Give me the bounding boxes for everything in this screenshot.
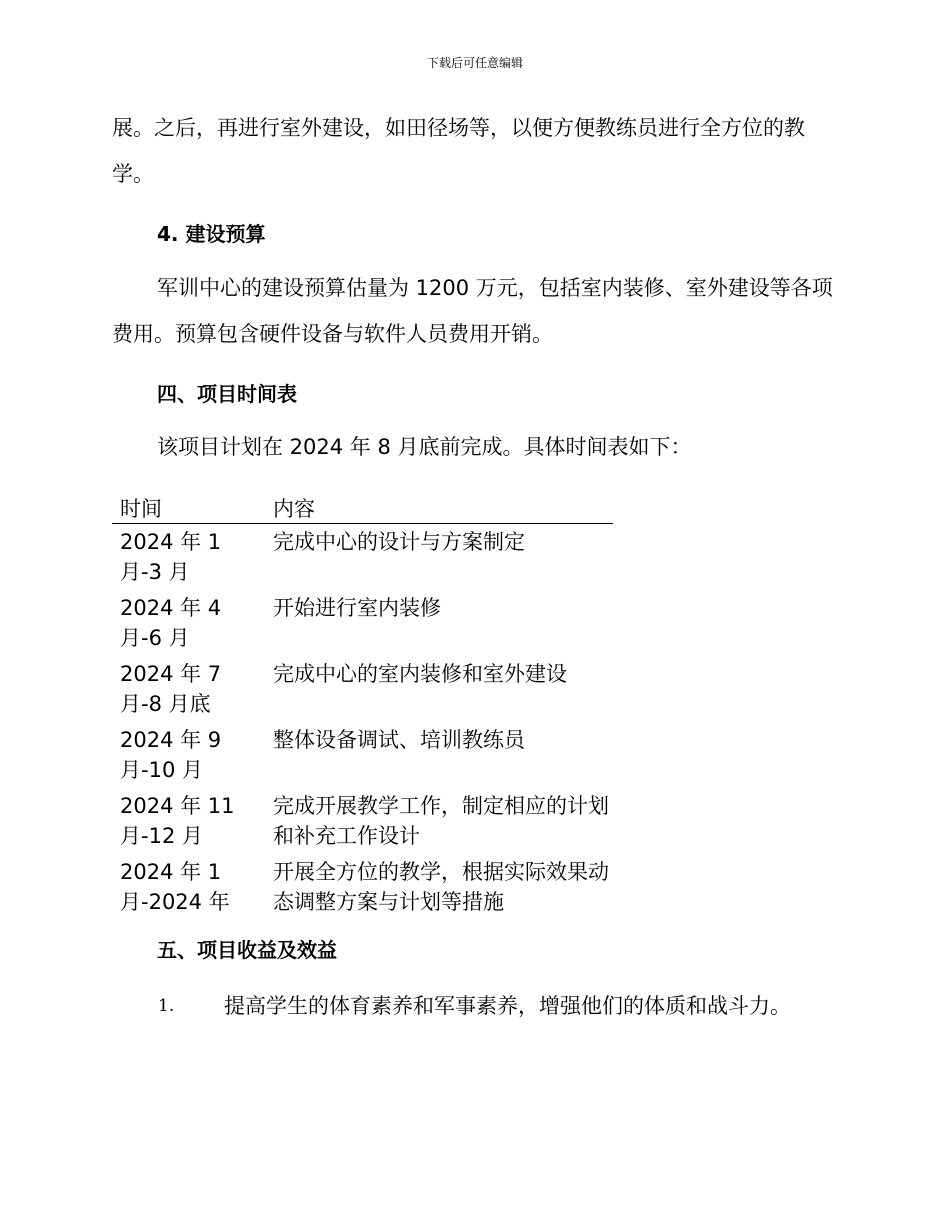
schedule-content-cell: 完成中心的室内装修和室外建设	[273, 662, 567, 686]
schedule-time-cell: 2024 年 1 月-3 月	[120, 530, 222, 584]
table-row	[112, 854, 613, 920]
table-row	[112, 788, 613, 854]
schedule-header-content: 内容	[265, 493, 613, 524]
schedule-heading: 四、项目时间表	[157, 382, 297, 406]
table-row	[112, 590, 613, 656]
table-row	[112, 524, 613, 591]
list-text: 提高学生的体育素养和军事素养，增强他们的体质和战斗力。	[224, 994, 791, 1018]
table-row	[112, 722, 613, 788]
schedule-table	[112, 493, 613, 920]
benefits-heading: 五、项目收益及效益	[157, 938, 337, 962]
schedule-header-row	[112, 493, 613, 524]
intro-paragraph: 展。之后，再进行室外建设，如田径场等，以便方便教练员进行全方位的教学。	[112, 116, 805, 186]
budget-heading: 4. 建设预算	[157, 222, 266, 246]
schedule-content-cell: 完成开展教学工作，制定相应的计划和补充工作设计	[273, 794, 609, 848]
page-header: 下载后可任意编辑	[426, 56, 523, 70]
schedule-content-cell: 开始进行室内装修	[273, 596, 441, 620]
schedule-content-cell: 完成中心的设计与方案制定	[273, 530, 525, 554]
budget-paragraph: 军训中心的建设预算估量为 1200 万元，包括室内装修、室外建设等各项费用。预算包含硬件设备与软件人员费用开销。	[112, 276, 833, 346]
schedule-content-cell: 开展全方位的教学，根据实际效果动态调整方案与计划等措施	[273, 860, 609, 914]
schedule-content-cell: 整体设备调试、培训教练员	[273, 728, 525, 752]
schedule-time-cell: 2024 年 9 月-10 月	[120, 728, 222, 782]
table-row	[112, 656, 613, 722]
list-number: 1.	[158, 996, 175, 1016]
schedule-header-time: 时间	[112, 493, 265, 524]
schedule-time-cell: 2024 年 1 月-2024 年	[120, 860, 230, 914]
schedule-time-cell: 2024 年 4 月-6 月	[120, 596, 222, 650]
schedule-paragraph: 该项目计划在 2024 年 8 月底前完成。具体时间表如下：	[157, 435, 692, 459]
schedule-time-cell: 2024 年 7 月-8 月底	[120, 662, 222, 716]
schedule-time-cell: 2024 年 11 月-12 月	[120, 794, 235, 848]
